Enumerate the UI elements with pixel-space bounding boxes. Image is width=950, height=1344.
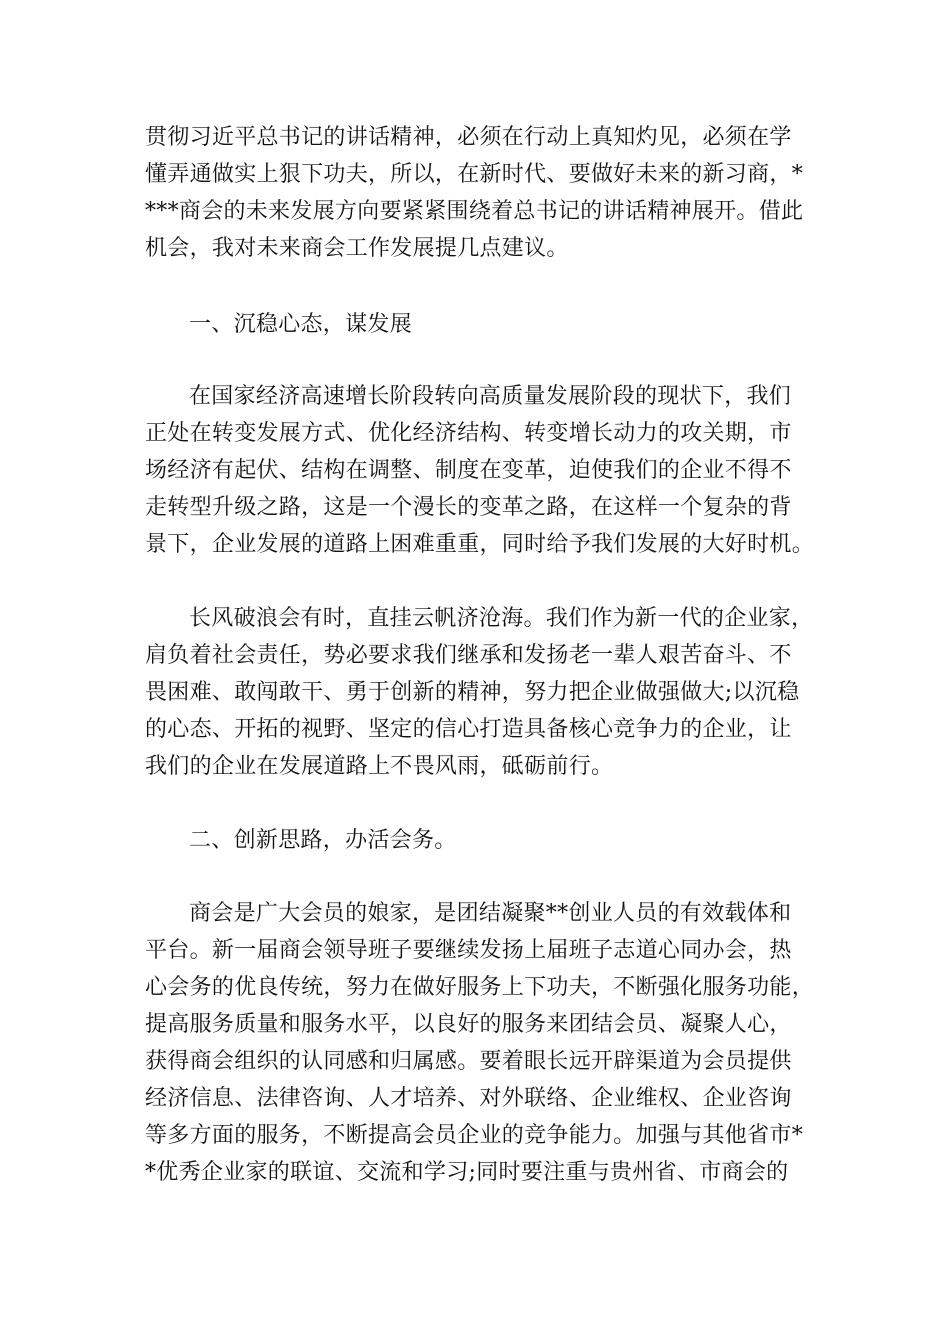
paragraph-4-line-6: 经济信息、法律咨询、人才培养、对外联络、企业维权、企业咨询: [145, 1086, 792, 1111]
paragraph-2-line-5: 景下，企业发展的道路上困难重重，同时给予我们发展的大好时机。: [145, 532, 815, 557]
paragraph-4-line-8: *优秀企业家的联谊、交流和学习;同时要注重与贵州省、市商会的: [145, 1160, 789, 1185]
paragraph-2-line-3: 场经济有起伏、结构在调整、制度在变革，迫使我们的企业不得不: [145, 458, 792, 483]
section-heading-1: 一、沉稳心态，谋发展: [189, 312, 413, 337]
paragraph-4-line-3: 心会务的优良传统，努力在做好服务上下功夫，不断强化服务功能，: [145, 975, 815, 1000]
paragraph-3-line-5: 我们的企业在发展道路上不畏风雨，砥砺前行。: [145, 754, 614, 779]
paragraph-3-line-3: 畏困难、敢闯敢干、勇于创新的精神，努力把企业做强做大;以沉稳: [145, 680, 800, 705]
paragraph-4-line-5: 获得商会组织的认同感和归属感。要着眼长远开辟渠道为会员提供: [145, 1049, 792, 1074]
paragraph-3-line-4: 的心态、开拓的视野、坚定的信心打造具备核心竞争力的企业，让: [145, 717, 792, 742]
paragraph-2-line-4: 走转型升级之路，这是一个漫长的变革之路，在这样一个复杂的背: [145, 495, 792, 520]
paragraph-1-line-3: ***商会的未来发展方向要紧紧围绕着总书记的讲话精神展开。借此: [145, 199, 804, 224]
paragraph-4-line-7: 等多方面的服务，不断提高会员企业的竞争能力。加强与其他省市*: [145, 1123, 804, 1148]
paragraph-1-line-2: 懂弄通做实上狠下功夫，所以，在新时代、要做好未来的新习商，*: [145, 162, 804, 187]
paragraph-2-line-1: 在国家经济高速增长阶段转向高质量发展阶段的现状下，我们: [189, 384, 792, 409]
paragraph-1-line-4: 机会，我对未来商会工作发展提几点建议。: [145, 236, 569, 261]
paragraph-3-line-2: 肩负着社会责任，势必要求我们继承和发扬老一辈人艰苦奋斗、不: [145, 643, 792, 668]
paragraph-2-line-2: 正处在转变发展方式、优化经济结构、转变增长动力的攻关期，市: [145, 421, 792, 446]
paragraph-4-line-1: 商会是广大会员的娘家，是团结凝聚**创业人员的有效载体和: [189, 901, 792, 926]
paragraph-4-line-2: 平台。新一届商会领导班子要继续发扬上届班子志道心同办会，热: [145, 938, 792, 963]
paragraph-3-line-1: 长风破浪会有时，直挂云帆济沧海。我们作为新一代的企业家，: [189, 606, 814, 631]
paragraph-1-line-1: 贯彻习近平总书记的讲话精神，必须在行动上真知灼见，必须在学: [145, 125, 792, 150]
paragraph-4-line-4: 提高服务质量和服务水平，以良好的服务来团结会员、凝聚人心，: [145, 1012, 792, 1037]
section-heading-2: 二、创新思路，办活会务。: [189, 828, 457, 853]
